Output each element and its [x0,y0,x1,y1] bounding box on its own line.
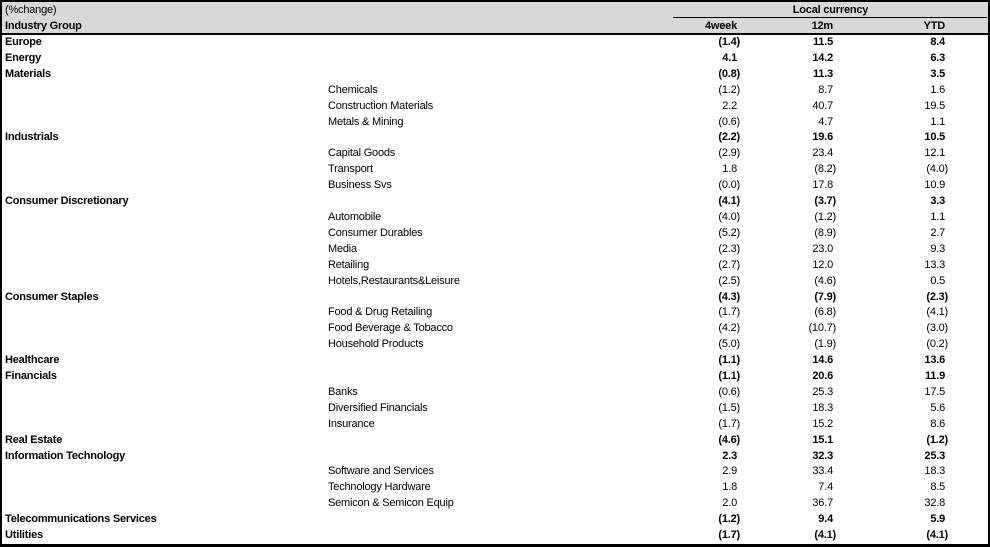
value-cell [648,162,745,178]
value-cell [745,401,841,417]
value-text: (1.2) [718,513,740,526]
industry-label: Transport [328,163,373,176]
value-text: 18.3 [924,465,946,478]
table-row [2,274,988,290]
value-cell [745,178,841,194]
industry-label: Consumer Discretionary [5,195,129,208]
value-text: 40.7 [812,99,833,112]
value-cell [648,146,745,162]
table-row [2,417,988,433]
value-text: 17.8 [812,179,833,192]
value-cell [745,321,841,337]
value-text: (4.2) [718,322,740,335]
value-text: 10.5 [924,131,946,144]
industry-label: Media [328,242,357,255]
value-text: (3.0) [926,322,949,335]
industry-label: Hotels,Restaurants&Leisure [328,274,460,287]
value-cell [841,242,988,258]
value-cell [841,369,988,385]
value-text: 36.7 [812,497,833,510]
value-text: 11.9 [925,370,946,383]
column-header-ytd: YTD [841,18,988,34]
value-cell [841,274,988,290]
value-text: (1.4) [718,36,740,48]
table-row [2,385,988,401]
value-cell [745,480,841,496]
value-cell [745,369,841,385]
value-text: 7.4 [818,481,833,494]
column-header-4week: 4week [648,18,745,34]
table-row [2,528,988,544]
value-cell [745,162,841,178]
value-text: 8.5 [930,481,946,494]
value-cell [648,305,745,321]
value-cell [841,449,988,465]
industry-label: Chemicals [328,83,378,96]
table-row [2,242,988,258]
value-text: 18.3 [812,401,833,414]
table-row [2,369,988,385]
value-cell [648,258,745,274]
value-cell [841,433,988,449]
industry-label: Capital Goods [328,147,396,160]
value-cell [648,83,745,99]
value-cell [648,385,745,401]
value-cell [648,449,745,465]
value-text: 8.4 [930,36,946,48]
table-row [2,290,988,306]
table-row [2,512,988,528]
value-text: 9.3 [930,242,946,255]
value-cell [648,512,745,528]
value-cell [745,290,841,306]
value-text: (2.5) [718,274,740,287]
table-row [2,464,988,480]
value-text: (0.6) [718,385,740,398]
value-cell [745,417,841,433]
header-row-columns [2,18,988,34]
industry-label: Food & Drug Retailing [328,306,433,319]
value-cell [648,369,745,385]
value-text: 2.2 [722,99,737,112]
value-text: 23.4 [812,147,833,160]
value-text: (1.5) [718,401,740,414]
value-cell [648,528,745,544]
table-row [2,449,988,465]
value-text: 8.6 [930,417,946,430]
value-cell [745,99,841,115]
value-cell [745,34,841,51]
value-text: 1.1 [930,115,946,128]
value-text: (0.2) [926,338,949,351]
value-text: 1.6 [930,83,946,96]
table-row [2,401,988,417]
value-text: (1.2) [814,210,836,223]
industry-label: Business Svs [328,179,392,192]
value-cell [648,417,745,433]
value-cell [841,115,988,131]
value-text: (2.7) [718,258,740,271]
value-cell [648,496,745,512]
value-cell [648,464,745,480]
table-row [2,130,988,146]
industry-label: Information Technology [5,449,126,462]
value-cell [841,496,988,512]
value-text: 23.0 [812,242,833,255]
table-body [2,34,988,544]
value-text: 33.4 [812,465,833,478]
value-cell [745,226,841,242]
value-cell [841,353,988,369]
value-text: 1.8 [722,481,737,494]
value-cell [648,34,745,51]
value-text: 11.5 [812,36,833,48]
value-cell [841,258,988,274]
value-text: (2.2) [718,131,740,144]
value-cell [841,417,988,433]
value-text: 32.3 [812,449,833,462]
value-text: (0.0) [718,179,740,192]
table-row [2,83,988,99]
value-cell [841,99,988,115]
data-table [2,2,988,544]
table-row [2,34,988,51]
table-row [2,258,988,274]
value-cell [745,242,841,258]
industry-label: Software and Services [328,465,434,478]
value-text: (5.0) [718,338,740,351]
industry-label: Real Estate [5,433,63,446]
table-row [2,67,988,83]
value-cell [648,401,745,417]
value-cell [648,51,745,67]
value-cell [841,226,988,242]
percent-change-label: (%change) [2,2,648,18]
industry-label: Diversified Financials [328,401,428,414]
industry-label: Telecommunications Services [5,513,157,526]
value-text: 9.4 [818,513,833,526]
value-cell [841,130,988,146]
local-currency-label: Local currency [792,4,869,16]
value-cell [745,353,841,369]
value-cell [648,99,745,115]
value-text: (0.6) [718,115,740,128]
value-cell [648,274,745,290]
industry-label: Household Products [328,338,424,351]
value-text: 4.1 [722,51,737,64]
table-row [2,433,988,449]
value-text: (4.1) [814,529,836,542]
value-cell [648,337,745,353]
industry-label: Semicon & Semicon Equip [328,497,454,510]
value-text: (10.7) [808,322,836,335]
industry-label: Consumer Staples [5,290,99,303]
industry-label: Industrials [5,131,59,144]
value-text: (4.3) [718,290,740,303]
table-row [2,99,988,115]
value-text: (4.1) [926,529,949,542]
value-text: (1.2) [718,83,740,96]
value-cell [648,194,745,210]
value-text: 2.7 [930,226,946,239]
table-row [2,178,988,194]
value-cell [745,130,841,146]
value-text: 3.5 [930,67,946,80]
industry-label: Technology Hardware [328,481,431,494]
value-cell [745,274,841,290]
value-cell [745,433,841,449]
value-text: (6.8) [814,306,836,319]
value-cell [648,353,745,369]
value-cell [648,242,745,258]
value-cell [745,83,841,99]
value-cell [841,146,988,162]
value-cell [841,67,988,83]
value-text: (0.8) [718,67,740,80]
value-text: 10.9 [924,179,946,192]
table-row [2,146,988,162]
value-cell [648,226,745,242]
table-row [2,353,988,369]
table-row [2,305,988,321]
table-row [2,496,988,512]
value-text: 25.3 [924,449,946,462]
value-text: (1.7) [718,417,740,430]
value-cell [841,34,988,51]
value-cell [841,337,988,353]
value-text: 12.0 [812,258,833,271]
industry-label: Europe [5,36,42,48]
value-cell [648,321,745,337]
value-cell [841,305,988,321]
value-text: 20.6 [812,370,833,383]
value-text: (7.9) [814,290,836,303]
value-text: 4.7 [818,115,833,128]
value-cell [745,51,841,67]
value-text: 15.2 [812,417,833,430]
value-text: 2.9 [722,465,737,478]
value-cell [841,51,988,67]
value-text: (4.0) [926,163,949,176]
value-cell [745,449,841,465]
value-text: 25.3 [812,385,833,398]
value-text: 14.6 [812,354,833,367]
value-text: (4.0) [718,210,740,223]
value-text: 3.3 [930,195,946,208]
value-cell [745,305,841,321]
value-text: (1.9) [814,338,836,351]
value-cell [745,115,841,131]
industry-label: Materials [5,67,51,80]
value-cell [745,496,841,512]
value-text: 19.5 [924,99,946,112]
value-cell [841,210,988,226]
value-cell [648,67,745,83]
value-text: 2.3 [722,449,737,462]
value-cell [648,115,745,131]
value-text: 11.3 [812,67,833,80]
value-text: 17.5 [924,385,946,398]
value-text: (4.1) [718,195,740,208]
industry-label: Automobile [328,210,382,223]
value-cell [745,194,841,210]
value-text: (3.7) [814,195,836,208]
value-cell [841,194,988,210]
value-text: 6.3 [930,51,946,64]
value-cell [648,480,745,496]
value-text: 14.2 [812,51,833,64]
value-text: (4.1) [926,306,949,319]
value-cell [841,178,988,194]
value-cell [745,464,841,480]
value-text: (8.2) [814,163,836,176]
value-cell [841,480,988,496]
value-text: 2.0 [722,497,737,510]
value-cell [745,337,841,353]
value-cell [745,146,841,162]
local-currency-header [648,2,988,18]
value-cell [841,290,988,306]
value-cell [745,385,841,401]
value-text: 1.1 [930,210,946,223]
industry-label: Retailing [328,258,370,271]
value-text: (4.6) [718,433,740,446]
value-cell [745,512,841,528]
table-row [2,226,988,242]
value-text: (8.9) [814,226,836,239]
table-row [2,480,988,496]
value-text: (2.3) [718,242,740,255]
table-row [2,337,988,353]
table-row [2,51,988,67]
industry-label: Financials [5,370,57,383]
table-row [2,321,988,337]
value-text: 15.1 [812,433,833,446]
value-cell [745,210,841,226]
value-cell [745,67,841,83]
value-cell [841,512,988,528]
table-row [2,115,988,131]
value-text: (1.7) [718,306,740,319]
industry-label: Food Beverage & Tobacco [328,322,453,335]
value-text: (1.7) [718,529,740,542]
value-cell [841,83,988,99]
industry-label: Metals & Mining [328,115,404,128]
industry-label: Consumer Durables [328,226,423,239]
industry-label: Healthcare [5,354,60,367]
column-header-12m: 12m [745,18,841,34]
industry-label: Energy [5,51,42,64]
value-cell [745,528,841,544]
value-text: 13.6 [924,354,946,367]
industry-label: Insurance [328,417,375,430]
industry-group-header: Industry Group [2,18,648,34]
value-text: 1.8 [722,163,737,176]
value-cell [648,130,745,146]
value-text: (2.3) [926,290,949,303]
value-text: 32.8 [924,497,946,510]
value-text: (1.2) [926,433,949,446]
industry-label: Utilities [5,529,43,542]
value-text: (4.6) [814,274,836,287]
value-cell [841,321,988,337]
table-row [2,162,988,178]
value-cell [648,178,745,194]
value-text: (5.2) [718,226,740,239]
value-cell [841,528,988,544]
value-text: (1.1) [718,370,740,383]
industry-label: Banks [328,385,358,398]
value-text: 5.9 [930,513,946,526]
value-text: 8.7 [818,83,833,96]
header-row-currency [2,2,988,18]
value-text: 19.6 [812,131,833,144]
value-cell [841,162,988,178]
value-text: 5.6 [930,401,946,414]
value-cell [841,464,988,480]
value-cell [841,385,988,401]
value-cell [841,401,988,417]
value-cell [745,258,841,274]
table-row [2,194,988,210]
value-text: (1.1) [718,354,740,367]
value-cell [648,210,745,226]
value-cell [648,433,745,449]
value-text: (2.9) [718,147,740,160]
value-text: 12.1 [924,147,946,160]
industry-label: Construction Materials [328,99,434,112]
value-text: 0.5 [930,274,946,287]
table-row [2,210,988,226]
value-text: 13.3 [924,258,946,271]
value-cell [648,290,745,306]
